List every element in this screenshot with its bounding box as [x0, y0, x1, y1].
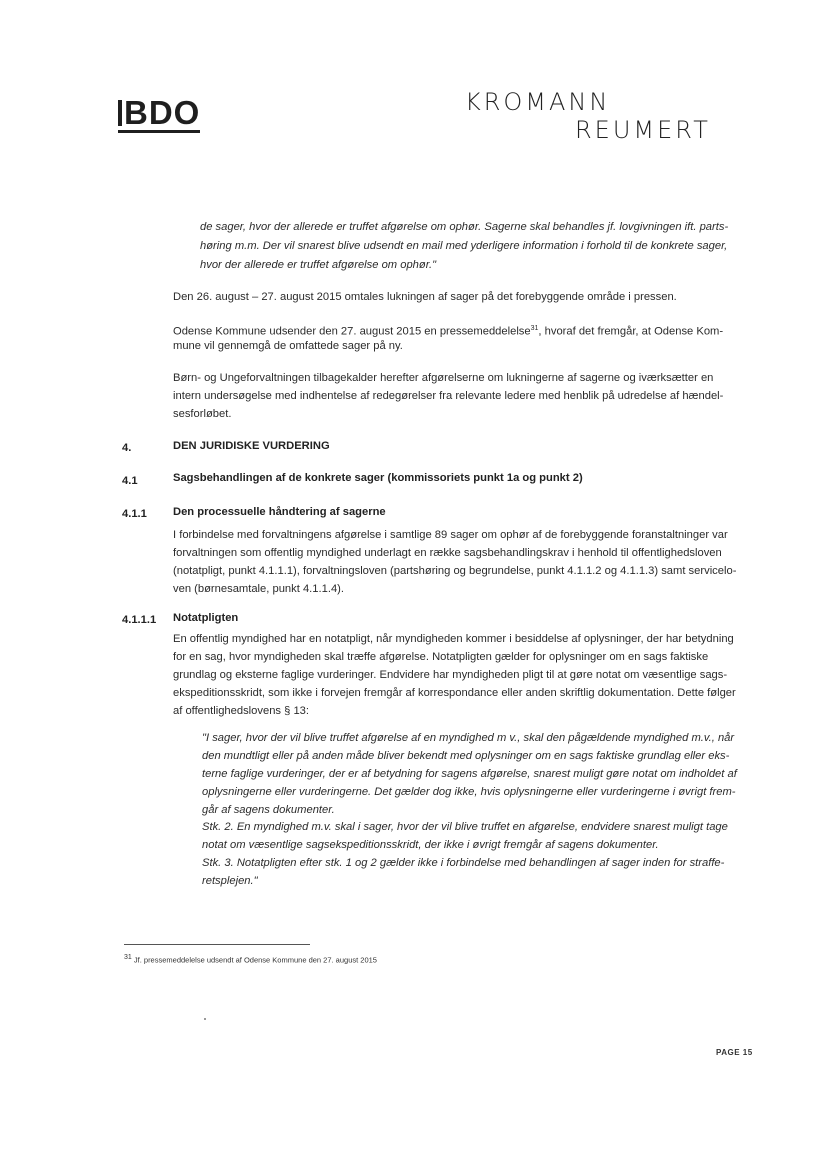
paragraph-processual-line2: forvaltningen som offentlig myndighed underlagt en række sagsbehandlingskrav i henhold til offentlighedsloven	[173, 547, 722, 559]
footnote-ref: 31	[530, 325, 539, 332]
quote-2-line9: retsplejen."	[202, 875, 258, 887]
footnote-text: Jf. pressemeddelelse udsendt af Odense Kommune den 27. august 2015	[133, 955, 377, 965]
kromann-logo-line1: KROMANN	[465, 88, 611, 116]
paragraph-processual-line4: ven (børnesamtale, punkt 4.1.1.4).	[173, 583, 345, 595]
paragraph-processual-line3: (notatpligt, punkt 4.1.1.1), forvaltningsloven (partshøring og begrundelse, punkt 4.1.1.2 og 4.1.1.3) samt servicelo-	[173, 565, 737, 577]
quote-1-line1: de sager, hvor der allerede er truffet afgørelse om ophør. Sagerne skal behandles jf. lovgivningen ift. parts-	[200, 221, 729, 233]
paragraph-notatpligt-line2: for en sag, hvor myndigheden skal træffe afgørelse. Notatpligten gælder for oplysninger om en sags faktiske	[173, 651, 709, 663]
section-4-title: DEN JURIDISKE VURDERING	[173, 440, 330, 452]
quote-1-line2: høring m.m. Der vil snarest blive udsendt en mail med yderligere information i forhold til de konkrete sager,	[200, 240, 728, 252]
section-4-1-number: 4.1	[122, 475, 138, 487]
kromann-reumert-logo	[465, 88, 711, 144]
paragraph-notatpligt-line5: af offentlighedslovens § 13:	[173, 705, 310, 717]
paragraph-press-release-line1: Odense Kommune udsender den 27. august 2015 en pressemeddelelse$^{31}$, hvoraf det fremgår, at Odense Kom-	[173, 325, 724, 338]
section-4-1-title: Sagsbehandlingen af de konkrete sager (kommissoriets punkt 1a og punkt 2)	[173, 472, 583, 484]
paragraph-notatpligt-line3: grundlag og eksterne faglige vurderinger. Endvidere har myndigheden pligt til at gøre notat om væsentlige sags-	[173, 669, 728, 681]
scan-speck	[204, 1018, 206, 1020]
section-4-1-1-1-number: 4.1.1.1	[122, 614, 157, 626]
page-number: PAGE 15	[716, 1048, 753, 1057]
paragraph-press-release-line2: mune vil gennemgå de omfattede sager på ny.	[173, 340, 403, 352]
quote-2-line2: den mundtligt eller på anden måde bliver bekendt med oplysninger om en sags faktiske grundlag eller eks-	[202, 750, 730, 762]
paragraph-notatpligt-line4: ekspeditionsskridt, som ikke i forvejen fremgår af korrespondance eller anden skriftlig dokumentation. Dette følger	[173, 687, 736, 699]
paragraph-revocation-line3: sesforløbet.	[173, 408, 232, 420]
quote-2-line4: oplysningerne eller vurderingerne. Det gælder dog ikke, hvis oplysningerne eller vurderingerne i øvrigt frem-	[202, 786, 736, 798]
quote-2-line7: notat om væsentlige sagsekspeditionsskridt, der ikke i øvrigt fremgår af sagens dokumenter.	[202, 839, 659, 851]
footnote-number: 31	[124, 954, 132, 961]
section-4-1-1-1-title: Notatpligten	[173, 612, 239, 624]
kromann-logo-line2: REUMERT	[575, 116, 711, 144]
section-4-number: 4.	[122, 442, 132, 454]
footnote-divider	[124, 944, 310, 945]
section-4-1-1-title: Den processuelle håndtering af sagerne	[173, 506, 386, 518]
paragraph-processual-line1: I forbindelse med forvaltningens afgørelse i samtlige 89 sager om ophør af de forebyggende foranstaltninger var	[173, 529, 728, 541]
paragraph-revocation-line1: Børn- og Ungeforvaltningen tilbagekalder herefter afgørelserne om lukningerne af sagerne og iværksætter en	[173, 372, 714, 384]
paragraph-press: Den 26. august – 27. august 2015 omtales lukningen af sager på det forebyggende område i pressen.	[173, 291, 677, 303]
quote-2-line6: Stk. 2. En myndighed m.v. skal i sager, hvor der vil blive truffet en afgørelse, endvidere snarest muligt tage	[202, 821, 728, 833]
quote-2-line8: Stk. 3. Notatpligten efter stk. 1 og 2 gælder ikke i forbindelse med behandlingen af sager inden for straffe-	[202, 857, 725, 869]
section-4-1-1-number: 4.1.1	[122, 508, 147, 520]
quote-2-line5: går af sagens dokumenter.	[202, 804, 335, 816]
quote-2-line3: terne faglige vurderinger, der er af betydning for sagens afgørelse, snarest muligt gøre notat om indholdet af	[202, 768, 737, 780]
paragraph-revocation-line2: intern undersøgelse med indhentelse af redegørelser fra relevante ledere med henblik på udredelse af hændel-	[173, 390, 724, 402]
quote-2-line1: "I sager, hvor der vil blive truffet afgørelse af en myndighed m v., skal den pågældende myndighed m.v., når	[202, 732, 735, 744]
quote-1-line3: hvor der allerede er truffet afgørelse om ophør."	[200, 259, 437, 271]
footnote	[124, 954, 377, 965]
bdo-logo: BDO	[118, 98, 200, 133]
paragraph-notatpligt-line1: En offentlig myndighed har en notatpligt, når myndigheden kommer i besiddelse af oplysninger, der har betydning	[173, 633, 734, 645]
